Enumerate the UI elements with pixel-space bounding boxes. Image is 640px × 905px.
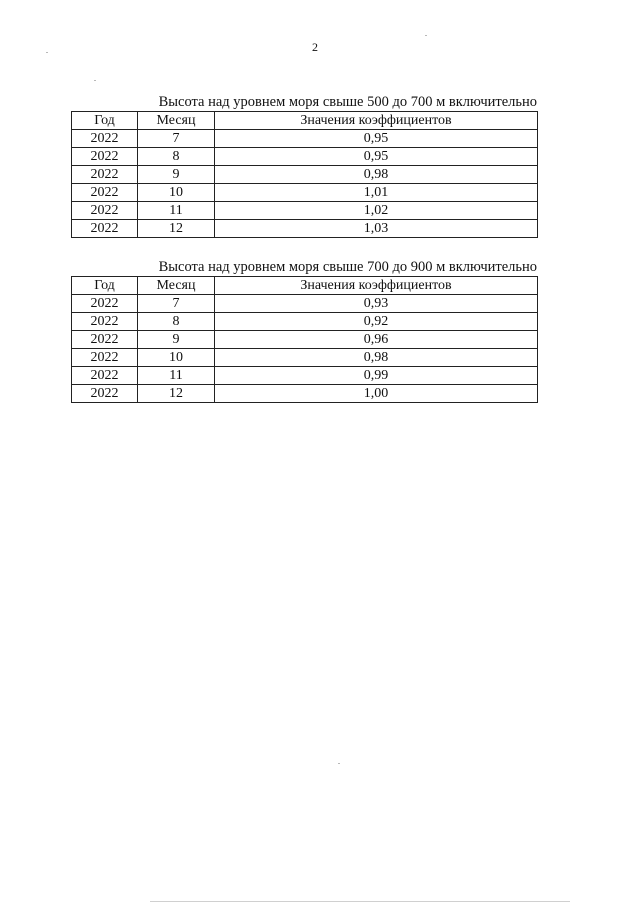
table-row xyxy=(72,130,538,148)
scan-speck xyxy=(94,80,96,81)
table-header-row xyxy=(72,112,538,130)
table-header-row xyxy=(72,277,538,295)
scan-speck xyxy=(425,35,427,36)
cell-coefficient: 0,93 xyxy=(215,295,538,313)
cell-coefficient: 0,98 xyxy=(215,349,538,367)
cell-month: 10 xyxy=(138,184,215,202)
column-header-month: Месяц xyxy=(138,277,215,295)
column-header-year: Год xyxy=(72,277,138,295)
cell-coefficient: 1,01 xyxy=(215,184,538,202)
cell-year: 2022 xyxy=(72,148,138,166)
cell-month: 9 xyxy=(138,166,215,184)
table-row xyxy=(72,367,538,385)
cell-year: 2022 xyxy=(72,385,138,403)
cell-month: 11 xyxy=(138,202,215,220)
cell-month: 10 xyxy=(138,349,215,367)
cell-year: 2022 xyxy=(72,220,138,238)
cell-year: 2022 xyxy=(72,184,138,202)
table-row xyxy=(72,202,538,220)
scan-edge-line xyxy=(150,901,570,902)
cell-coefficient: 0,99 xyxy=(215,367,538,385)
table-caption: Высота над уровнем моря свыше 500 до 700 м включительно xyxy=(158,94,537,110)
table-row xyxy=(72,349,538,367)
cell-coefficient: 1,02 xyxy=(215,202,538,220)
table-row xyxy=(72,295,538,313)
table-row xyxy=(72,148,538,166)
cell-month: 12 xyxy=(138,220,215,238)
column-header-year: Год xyxy=(72,112,138,130)
cell-coefficient: 0,95 xyxy=(215,148,538,166)
cell-year: 2022 xyxy=(72,367,138,385)
scan-speck xyxy=(46,52,48,53)
table-row xyxy=(72,166,538,184)
coefficient-section-500-700 xyxy=(71,94,537,238)
table-row xyxy=(72,220,538,238)
table-row xyxy=(72,184,538,202)
cell-year: 2022 xyxy=(72,331,138,349)
cell-month: 9 xyxy=(138,331,215,349)
cell-coefficient: 0,96 xyxy=(215,331,538,349)
page-number: 2 xyxy=(312,40,318,54)
cell-month: 7 xyxy=(138,130,215,148)
cell-coefficient: 0,95 xyxy=(215,130,538,148)
cell-coefficient: 0,92 xyxy=(215,313,538,331)
cell-coefficient: 1,00 xyxy=(215,385,538,403)
cell-month: 12 xyxy=(138,385,215,403)
table-caption: Высота над уровнем моря свыше 700 до 900 м включительно xyxy=(158,259,537,275)
column-header-coefficient: Значения коэффициентов xyxy=(215,112,538,130)
cell-month: 8 xyxy=(138,148,215,166)
cell-month: 7 xyxy=(138,295,215,313)
cell-coefficient: 0,98 xyxy=(215,166,538,184)
scan-speck xyxy=(338,763,340,764)
table-row xyxy=(72,313,538,331)
coefficient-table xyxy=(71,111,538,238)
column-header-month: Месяц xyxy=(138,112,215,130)
cell-year: 2022 xyxy=(72,313,138,331)
cell-year: 2022 xyxy=(72,202,138,220)
column-header-coefficient: Значения коэффициентов xyxy=(215,277,538,295)
cell-year: 2022 xyxy=(72,166,138,184)
cell-year: 2022 xyxy=(72,349,138,367)
cell-year: 2022 xyxy=(72,295,138,313)
cell-year: 2022 xyxy=(72,130,138,148)
cell-month: 8 xyxy=(138,313,215,331)
cell-coefficient: 1,03 xyxy=(215,220,538,238)
table-row xyxy=(72,331,538,349)
coefficient-section-700-900 xyxy=(71,259,537,403)
cell-month: 11 xyxy=(138,367,215,385)
coefficient-table xyxy=(71,276,538,403)
table-row xyxy=(72,385,538,403)
